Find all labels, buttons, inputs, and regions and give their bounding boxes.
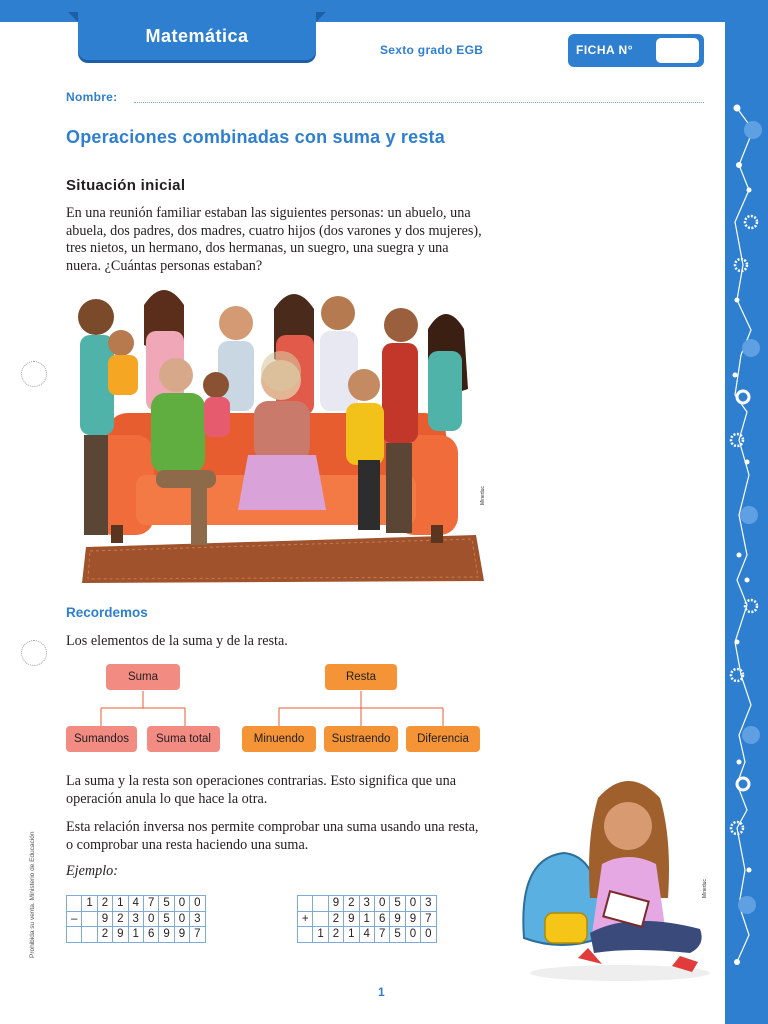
ficha-number-field[interactable] — [656, 38, 699, 63]
elements-text: Los elementos de la suma y de la resta. — [66, 633, 288, 649]
calc-cell: 7 — [190, 927, 205, 943]
calc-cell: 3 — [359, 896, 374, 912]
section-subtitle: Situación inicial — [66, 177, 186, 194]
calc-cell: 7 — [143, 896, 158, 912]
calc-cell: 2 — [97, 927, 112, 943]
ficha-label: FICHA N° — [576, 43, 634, 57]
illustration-credit: Mineduc — [480, 486, 486, 505]
ficha-number-box — [568, 34, 704, 67]
calc-cell: 9 — [97, 911, 112, 927]
calc-cell — [298, 927, 313, 943]
calc-cell: 3 — [190, 911, 205, 927]
calc-cell: 5 — [390, 896, 405, 912]
calc-cell: 0 — [143, 911, 158, 927]
calc-cell: 2 — [328, 927, 343, 943]
girl-studying-illustration — [510, 768, 710, 983]
calc-cell: 0 — [374, 896, 389, 912]
calc-cell: 0 — [190, 896, 205, 912]
vertical-legal-note: Prohibida su venta. Ministerio de Educación — [29, 831, 36, 958]
calc-cell: 1 — [82, 896, 97, 912]
calc-row — [298, 896, 437, 912]
calc-cell — [313, 911, 328, 927]
calc-cell: 9 — [390, 911, 405, 927]
calc-cell: 4 — [128, 896, 143, 912]
calc-cell: 7 — [421, 911, 436, 927]
calc-row — [298, 927, 437, 943]
girl-illustration-credit: Mineduc — [702, 879, 708, 898]
binder-hole — [21, 361, 47, 387]
page-title: Operaciones combinadas con suma y resta — [66, 127, 445, 147]
diagram-node-diferencia: Diferencia — [406, 726, 480, 752]
diagram-node-sumandos: Sumandos — [66, 726, 137, 752]
calc-cell: – — [67, 911, 82, 927]
gear-chain-decoration — [725, 0, 768, 1024]
tab-fold-right — [316, 12, 326, 22]
diagram-node-minuendo: Minuendo — [242, 726, 316, 752]
diagram-node-sustraendo: Sustraendo — [324, 726, 398, 752]
page-number: 1 — [378, 985, 385, 999]
diagram-node-suma: Suma — [106, 664, 180, 690]
calc-row — [67, 896, 206, 912]
calc-cell — [82, 927, 97, 943]
calc-row — [67, 927, 206, 943]
family-illustration — [66, 285, 494, 585]
calc-cell — [67, 896, 82, 912]
calc-cell: 5 — [390, 927, 405, 943]
calc-cell: 3 — [128, 911, 143, 927]
calc-cell: 9 — [113, 927, 128, 943]
subject-title: Matemática — [145, 25, 249, 46]
addition-grid — [297, 895, 437, 943]
calc-cell: 9 — [328, 896, 343, 912]
calc-cell — [67, 927, 82, 943]
binder-hole — [21, 640, 47, 666]
calc-cell — [298, 896, 313, 912]
calc-cell: 3 — [421, 896, 436, 912]
calc-cell — [313, 896, 328, 912]
name-label: Nombre: — [66, 90, 118, 104]
intro-paragraph: En una reunión familiar estaban las siguientes personas: un abuelo, una abuela, dos padres, dos madres, cuatro hijos (dos varones y dos mujeres), tres nietos, un hermano, dos hermanas, un suegro, una suegra y una nuera. ¿Cuántas personas estaban? — [66, 205, 482, 274]
calc-cell: 1 — [344, 927, 359, 943]
calc-cell: 2 — [344, 896, 359, 912]
calc-cell: 2 — [328, 911, 343, 927]
diagram-node-resta: Resta — [325, 664, 397, 690]
calc-cell: + — [298, 911, 313, 927]
tab-fold-left — [68, 12, 78, 22]
decorative-sidebar — [725, 0, 768, 1024]
calc-cell: 6 — [143, 927, 158, 943]
calc-cell: 2 — [97, 896, 112, 912]
calc-cell: 7 — [374, 927, 389, 943]
calc-cell: 5 — [159, 911, 174, 927]
name-field[interactable] — [134, 102, 704, 103]
calc-cell: 0 — [174, 896, 189, 912]
calc-cell: 2 — [113, 911, 128, 927]
calc-cell: 0 — [405, 896, 420, 912]
inverse-paragraph: La suma y la resta son operaciones contrarias. Esto significa que una operación anula lo que hace la otra. — [66, 773, 457, 807]
calc-cell: 6 — [374, 911, 389, 927]
calc-cell: 0 — [174, 911, 189, 927]
calc-row — [67, 911, 206, 927]
calc-cell: 1 — [313, 927, 328, 943]
check-paragraph: Esta relación inversa nos permite comprobar una suma usando una resta, o comprobar una resta haciendo una suma. — [66, 819, 479, 853]
example-label: Ejemplo: — [66, 863, 119, 879]
calc-cell: 4 — [359, 927, 374, 943]
calc-cell: 9 — [174, 927, 189, 943]
calc-cell: 9 — [159, 927, 174, 943]
calc-row — [298, 911, 437, 927]
subtraction-grid — [66, 895, 206, 943]
grade-label: Sexto grado EGB — [380, 43, 484, 57]
recordemos-heading: Recordemos — [66, 605, 148, 620]
calc-cell: 1 — [128, 927, 143, 943]
calc-cell: 1 — [113, 896, 128, 912]
calc-cell — [82, 911, 97, 927]
calc-cell: 0 — [421, 927, 436, 943]
calc-cell: 1 — [359, 911, 374, 927]
calc-cell: 0 — [405, 927, 420, 943]
subject-tab — [78, 12, 316, 60]
calc-cell: 9 — [344, 911, 359, 927]
calc-cell: 5 — [159, 896, 174, 912]
diagram-node-suma-total: Suma total — [147, 726, 220, 752]
calc-cell: 9 — [405, 911, 420, 927]
